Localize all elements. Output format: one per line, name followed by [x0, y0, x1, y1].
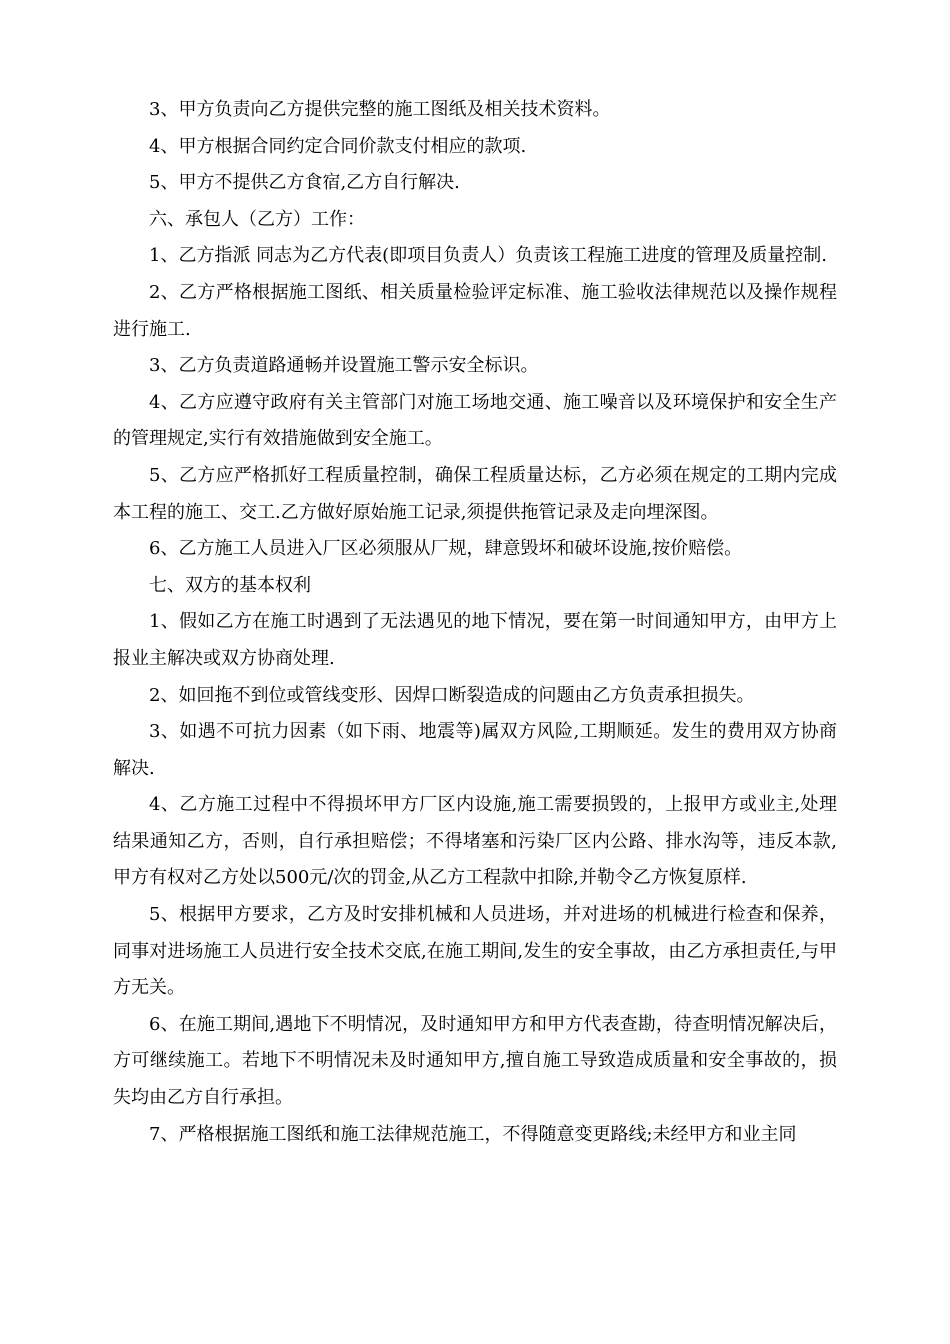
document-body — [113, 92, 837, 1153]
section-heading-6: 六、承包人（乙方）工作： — [149, 208, 365, 230]
clause-c5: 5、根据甲方要求，乙方及时安排机械和人员进场，并对进场的机械进行检查和保养，同事对进场施工人员进行安全技术交底,在施工期间,发生的安全事故，由乙方承担责任,与甲方无关。 — [113, 904, 837, 999]
clause-b5: 5、乙方应严格抓好工程质量控制，确保工程质量达标，乙方必须在规定的工期内完成本工程的施工、交工.乙方做好原始施工记录,须提供拖管记录及走向埋深图。 — [113, 464, 837, 523]
clause-b4: 4、乙方应遵守政府有关主管部门对施工场地交通、施工噪音以及环境保护和安全生产的管理规定,实行有效措施做到安全施工。 — [113, 391, 837, 450]
clause-b6: 6、乙方施工人员进入厂区必须服从厂规，肆意毁坏和破坏设施,按价赔偿。 — [149, 538, 743, 560]
clause-b3: 3、乙方负责道路通畅并设置施工警示安全标识。 — [149, 355, 539, 377]
clause-b1: 1、乙方指派 同志为乙方代表(即项目负责人）负责该工程施工进度的管理及质量控制. — [149, 245, 827, 267]
clause-c2: 2、如回拖不到位或管线变形、因焊口断裂造成的问题由乙方负责承担损失。 — [149, 684, 755, 706]
clause-c6: 6、在施工期间,遇地下不明情况，及时通知甲方和甲方代表查勘，待查明情况解决后，方可继续施工。若地下不明情况未及时通知甲方,擅自施工导致造成质量和安全事故的，损失均由乙方自行承担。 — [113, 1013, 837, 1109]
clause-b2: 2、乙方严格根据施工图纸、相关质量检验评定标准、施工验收法律规范以及操作规程进行施工. — [113, 281, 837, 340]
clause-c3: 3、如遇不可抗力因素（如下雨、地震等)属双方风险,工期顺延。发生的费用双方协商解决. — [113, 721, 837, 779]
clause-c1: 1、假如乙方在施工时遇到了无法遇见的地下情况，要在第一时间通知甲方，由甲方上报业主解决或双方协商处理. — [113, 611, 837, 669]
section-heading-7: 七、双方的基本权利 — [149, 574, 311, 596]
clause-a3: 3、甲方负责向乙方提供完整的施工图纸及相关技术资料。 — [149, 99, 611, 120]
clause-c7: 7、严格根据施工图纸和施工法律规范施工，不得随意变更路线;未经甲方和业主同 — [149, 1123, 797, 1145]
clause-a4: 4、甲方根据合同约定合同价款支付相应的款项. — [149, 135, 527, 157]
clause-a5: 5、甲方不提供乙方食宿,乙方自行解决. — [149, 172, 460, 194]
clause-c4: 4、乙方施工过程中不得损坏甲方厂区内设施,施工需要损毁的，上报甲方或业主,处理结果通知乙方，否则，自行承担赔偿；不得堵塞和污染厂区内公路、排水沟等，违反本款,甲方有权对乙方处以500元/次的罚金,从乙方工程款中扣除,并勒令乙方恢复原样. — [113, 794, 837, 889]
